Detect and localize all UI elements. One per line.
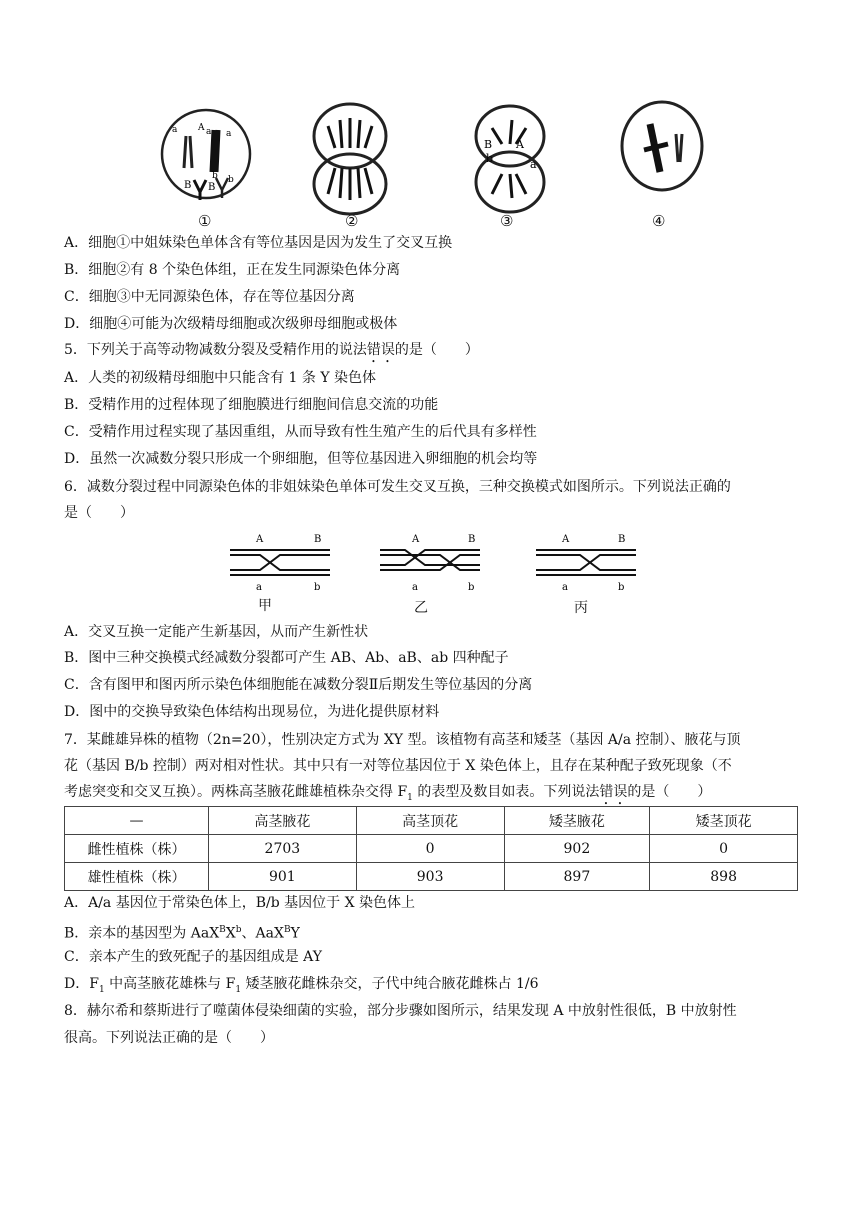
gene-a-top: A: [562, 534, 570, 545]
table-cell: 903: [356, 863, 504, 891]
table-row: [65, 863, 798, 891]
gene-label: a: [530, 158, 537, 171]
q8-stem-line1: 8．赫尔希和蔡斯进行了噬菌体侵染细菌的实验，部分步骤如图所示，结果发现 A 中放射性很低，B 中放射性: [64, 1003, 737, 1019]
table-header-cell: 高茎顶花: [356, 807, 504, 835]
q5-option-a: A．人类的初级精母细胞中只能含有 1 条 Y 染色体: [64, 370, 377, 386]
q7-option-c: C．亲本产生的致死配子的基因组成是 AY: [64, 949, 322, 965]
cell-2-figure: [314, 104, 386, 214]
figure-label-2: ②: [345, 212, 359, 230]
diagram-yi: [380, 534, 480, 593]
q5-option-b: B．受精作用的过程体现了细胞膜进行细胞间信息交流的功能: [64, 397, 439, 413]
table-header-cell: 高茎腋花: [208, 807, 356, 835]
q7-stem-line3-suffix: 的是（ ）: [627, 784, 712, 800]
figure-label-4: ④: [652, 212, 666, 230]
table-header-row: [65, 807, 798, 835]
gene-b-bottom: b: [618, 582, 625, 593]
gene-a-bottom: a: [412, 582, 418, 593]
crossover-diagrams: [220, 530, 660, 620]
diagram-bing: [536, 534, 636, 593]
gene-b-top: B: [618, 534, 626, 545]
gene-label: B: [208, 182, 216, 193]
gene-b-top: B: [314, 534, 322, 545]
gene-label: b: [228, 175, 234, 185]
q6-stem-line1: 6．减数分裂过程中同源染色体的非姐妹染色单体可发生交叉互换，三种交换模式如图所示。下列说法正确的: [64, 479, 731, 495]
gene-label: b: [212, 171, 218, 181]
gene-label: A: [516, 138, 524, 151]
q7-option-d-suffix: 矮茎腋花雌株杂交，子代中纯合腋花雌株占 1/6: [241, 976, 539, 992]
gene-label: a: [172, 125, 178, 135]
gene-b-bottom: b: [314, 582, 321, 593]
q7-stem-line3-emphasis: 错误: [599, 784, 628, 800]
q7-stem-line3-sub: 1: [407, 792, 413, 803]
gene-label: a: [206, 127, 212, 137]
q7-stem-line3-prefix: 考虑突变和交叉互换）。两株高茎腋花雌雄植株杂交得 F: [64, 784, 408, 800]
q7-option-d-mid: 中高茎腋花雄株与 F: [104, 976, 236, 992]
q7-option-d: [64, 974, 804, 1000]
table-cell: 雌性植株（株）: [65, 835, 209, 863]
gene-b-top: B: [468, 534, 476, 545]
gene-a-top: A: [256, 534, 264, 545]
table-cell: 0: [356, 835, 504, 863]
q7-option-b-sup: b: [235, 925, 242, 935]
q5-option-d: D．虽然一次减数分裂只形成一个卵细胞，但等位基因进入卵细胞的机会均等: [64, 451, 538, 467]
q7-stem-line2: 花（基因 B/b 控制）两对相对性状。其中只有一对等位基因位于 X 染色体上，且存在某种配子致死现象（不: [64, 758, 732, 774]
q7-option-b-sup: B: [219, 925, 226, 935]
q7-option-b-mid: 、AaX: [241, 925, 284, 942]
q7-stem-line3: [64, 782, 804, 808]
q7-option-d-sub: 1: [235, 984, 242, 995]
q7-stem-line3-mid: 的表型及数目如表。下列说法: [412, 784, 600, 800]
cell-division-figures: [150, 96, 720, 236]
table-row: [65, 835, 798, 863]
q7-option-d-sub: 1: [98, 984, 105, 995]
q7-option-b: [64, 920, 804, 944]
gene-label: A: [198, 123, 205, 133]
gene-a-bottom: a: [256, 582, 262, 593]
diagram-jia: [230, 534, 330, 593]
table-cell: 0: [650, 835, 798, 863]
q4-option-c: C．细胞③中无同源染色体，存在等位基因分离: [64, 289, 355, 305]
q4-option-d: D．细胞④可能为次级精母细胞或次级卵母细胞或极体: [64, 316, 398, 332]
table-header-cell: 矮茎腋花: [504, 807, 650, 835]
q7-option-b-sup: B: [283, 925, 291, 935]
q7-option-a: A．A/a 基因位于常染色体上，B/b 基因位于 X 染色体上: [64, 895, 416, 911]
cell-3-figure: [476, 106, 544, 212]
table-header-cell: 矮茎顶花: [650, 807, 798, 835]
q7-option-b-suffix: Y: [290, 925, 300, 942]
diagram-label-jia: 甲: [258, 598, 272, 614]
q6-option-c: C．含有图甲和图丙所示染色体细胞能在减数分裂Ⅱ后期发生等位基因的分离: [64, 677, 533, 693]
table-cell: 雄性植株（株）: [65, 863, 209, 891]
diagram-label-bing: 丙: [574, 600, 588, 616]
q7-option-b-mid: X: [225, 925, 236, 942]
q4-option-b: B．细胞②有 8 个染色体组，正在发生同源染色体分离: [64, 262, 401, 278]
q6-option-d: D．图中的交换导致染色体结构出现易位，为进化提供原材料: [64, 704, 440, 720]
table-cell: 898: [650, 863, 798, 891]
q7-stem-line1: 7．某雌雄异株的植物（2n=20），性别决定方式为 XY 型。该植物有高茎和矮茎（基因 A/a 控制）、腋花与顶: [64, 732, 741, 748]
cell-4-figure: [622, 102, 702, 190]
table-cell: 2703: [208, 835, 356, 863]
diagram-label-yi: 乙: [414, 600, 428, 616]
figure-label-3: ③: [500, 212, 514, 230]
figure-label-1: ①: [198, 212, 212, 230]
q4-option-a: A．细胞①中姐妹染色单体含有等位基因是因为发生了交叉互换: [64, 235, 453, 251]
table-cell: 902: [504, 835, 650, 863]
q5-stem-emphasis: 错误: [366, 342, 395, 358]
phenotype-table: [64, 806, 798, 891]
gene-label: a: [226, 129, 232, 139]
gene-label: B: [484, 138, 493, 151]
q5-stem-suffix: 的是（ ）: [394, 342, 479, 358]
gene-a-bottom: a: [562, 582, 568, 593]
q7-option-b-prefix: B．亲本的基因型为 AaX: [64, 925, 220, 942]
gene-label: b: [486, 152, 494, 165]
q8-stem-line2: 很高。下列说法正确的是（ ）: [64, 1030, 274, 1046]
table-cell: 901: [208, 863, 356, 891]
table-cell: 897: [504, 863, 650, 891]
q6-option-a: A．交叉互换一定能产生新基因，从而产生新性状: [64, 624, 369, 640]
gene-label: B: [184, 180, 192, 191]
q6-stem-line2: 是（ ）: [64, 505, 134, 521]
q6-option-b: B．图中三种交换模式经减数分裂都可产生 AB、Ab、aB、ab 四种配子: [64, 650, 509, 666]
cell-1-figure: [162, 110, 250, 200]
q5-option-c: C．受精作用过程实现了基因重组，从而导致有性生殖产生的后代具有多样性: [64, 424, 537, 440]
q7-option-d-prefix: D．F: [64, 976, 99, 992]
gene-b-bottom: b: [468, 582, 475, 593]
gene-a-top: A: [412, 534, 420, 545]
table-header-cell: —: [65, 807, 209, 835]
q5-stem-prefix: 5．下列关于高等动物减数分裂及受精作用的说法: [64, 342, 367, 358]
q5-stem: [64, 340, 804, 366]
